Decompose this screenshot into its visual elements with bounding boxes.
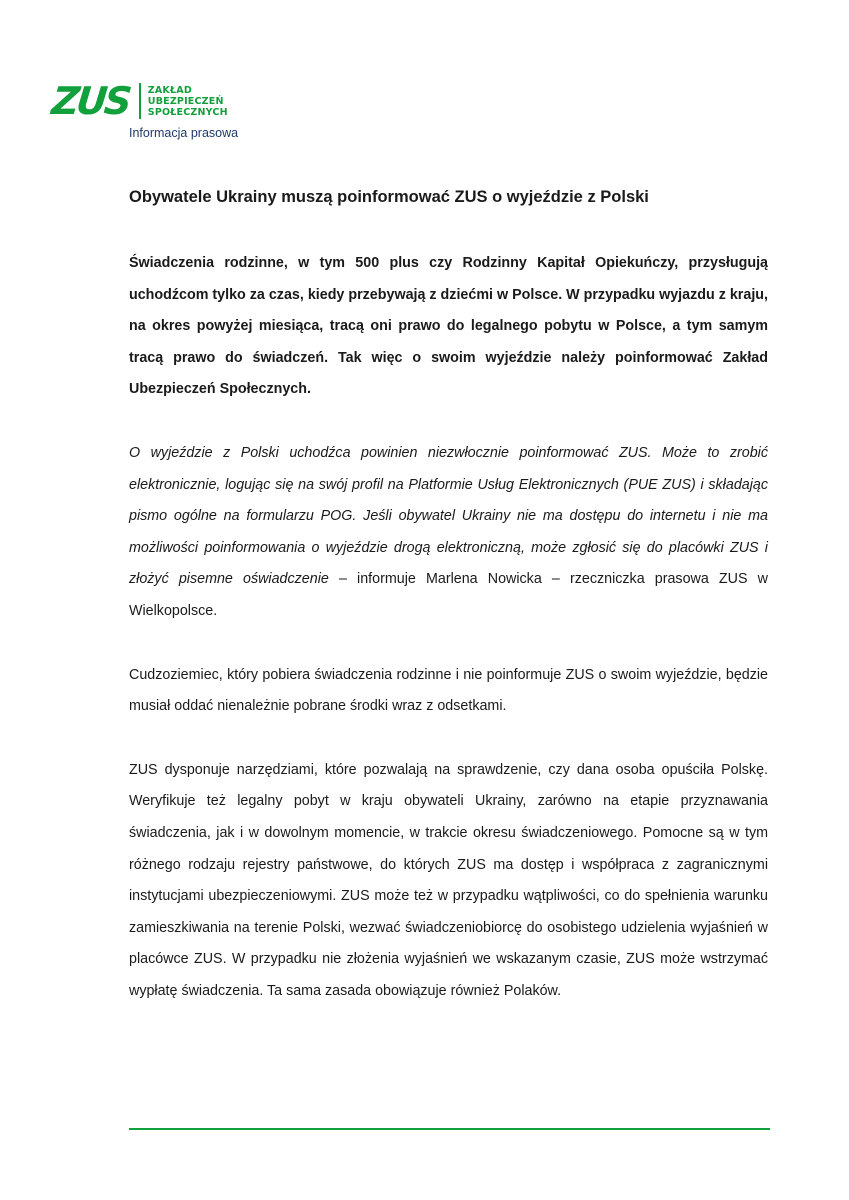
logo-line-1: ZAKŁAD xyxy=(147,84,192,96)
quote-text: O wyjeździe z Polski uchodźca powinien niezwłocznie poinformować ZUS. Może to zrobić elektronicznie, logując się na swój profil na Platformie Usług Elektronicznych (PUE ZUS) i składając pismo ogólne na formularzu POG. Jeśli obywatel Ukrainy nie ma dostępu do internetu i nie ma możliwości poinformowania o wyjeździe drogą elektroniczną, może zgłosić się do placówki ZUS i złożyć pisemne oświadczenie xyxy=(129,444,768,588)
logo-line-3: SPOŁECZNYCH xyxy=(147,106,228,118)
zus-logo xyxy=(49,79,228,123)
logo-mark: ZUS xyxy=(49,79,132,123)
logo-divider xyxy=(139,83,141,119)
quote-attribution: – informuje Marlena Nowicka – rzeczniczka prasowa ZUS w Wielkopolsce. xyxy=(129,571,768,619)
article-title: Obywatele Ukrainy muszą poinformować ZUS o wyjeździe z Polski xyxy=(129,188,649,206)
logo-wordmark xyxy=(148,85,228,118)
lead-paragraph: Świadczenia rodzinne, w tym 500 plus czy Rodzinny Kapitał Opiekuńczy, przysługują uchodźcom tylko za czas, kiedy przebywają z dziećmi w Polsce. W przypadku wyjazdu z kraju, na okres powyżej miesiąca, tracą oni prawo do legalnego pobytu w Polsce, a tym samym tracą prawo do świadczeń. Tak więc o swoim wyjeździe należy poinformować Zakład Ubezpieczeń Społecznych. xyxy=(129,255,768,398)
quote-paragraph xyxy=(129,438,768,628)
logo-line-2: UBEZPIECZEŃ xyxy=(147,95,224,107)
paragraph-repayment: Cudzoziemiec, który pobiera świadczenia rodzinne i nie poinformuje ZUS o swoim wyjeździe, będzie musiał oddać nienależnie pobrane środki wraz z odsetkami. xyxy=(129,666,768,715)
press-release-label: Informacja prasowa xyxy=(129,126,239,140)
paragraph-verification: ZUS dysponuje narzędziami, które pozwalają na sprawdzenie, czy dana osoba opuściła Polskę. Weryfikuje też legalny pobyt w kraju obywateli Ukrainy, zarówno na etapie przyznawania świadczenia, jak i w dowolnym momencie, w trakcie okresu świadczeniowego. Pomocne są w tym różnego rodzaju rejestry państwowe, do których ZUS ma dostęp i współpraca z zagranicznymi instytucjami ubezpieczeniowymi. ZUS może też w przypadku wątpliwości, co do spełnienia warunku zamieszkiwania na terenie Polski, wezwać świadczeniobiorcę do osobistego udzielenia wyjaśnień w placówce ZUS. W przypadku nie złożenia wyjaśnień we wskazanym czasie, ZUS może wstrzymać wypłatę świadczenia. Ta sama zasada obowiązuje również Polaków. xyxy=(129,761,768,999)
footer-divider xyxy=(129,1128,770,1130)
article-body xyxy=(129,184,768,1039)
